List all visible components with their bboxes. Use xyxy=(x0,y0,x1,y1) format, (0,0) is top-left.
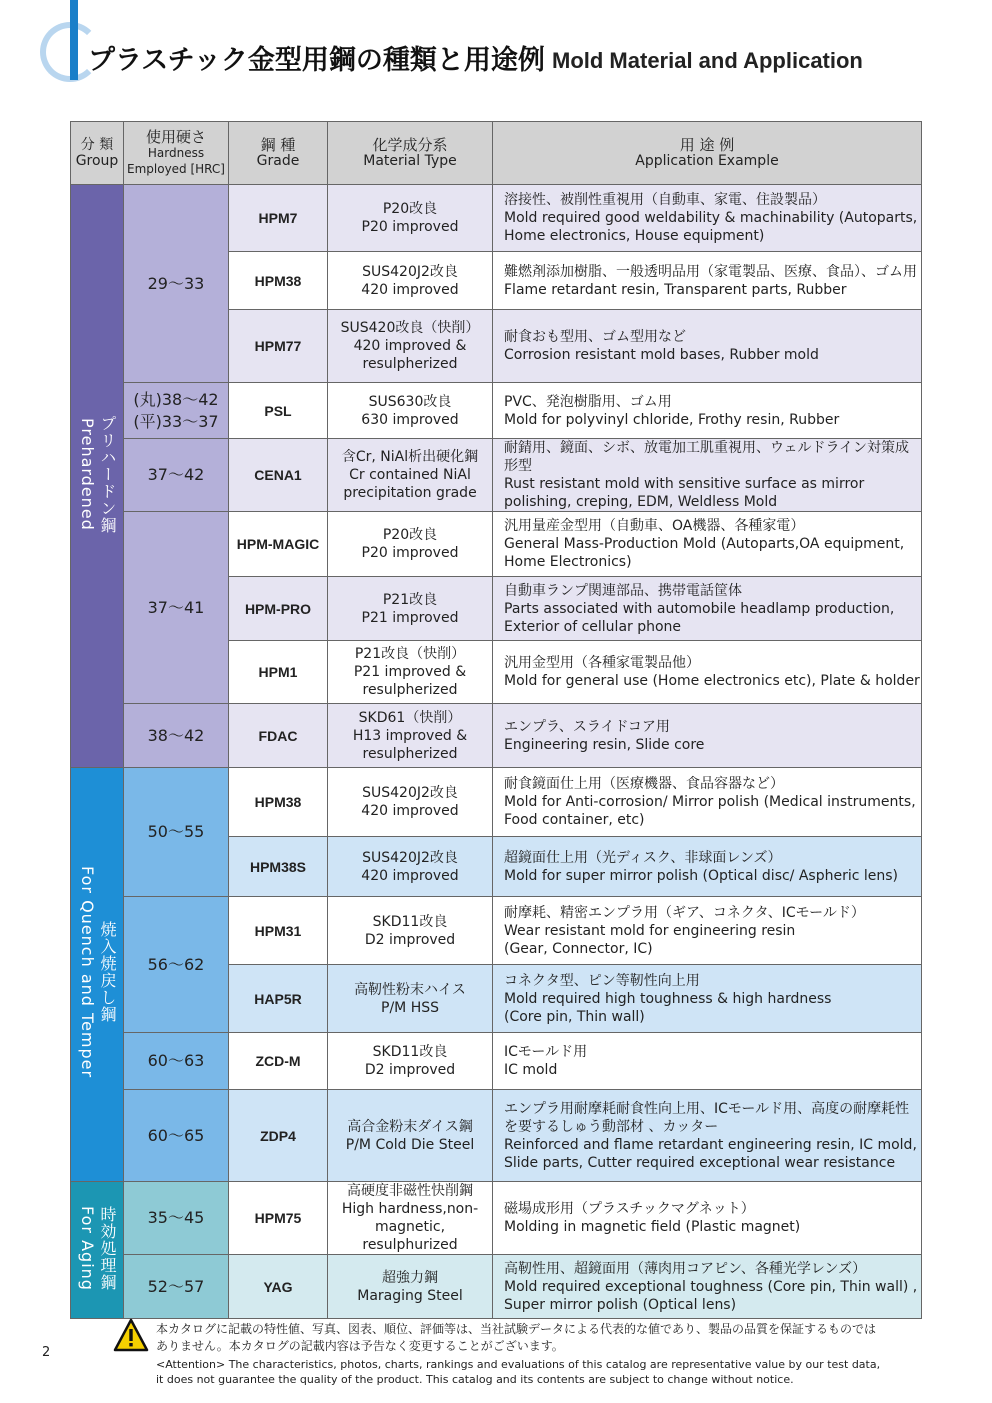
grade-cell: HPM38 xyxy=(229,768,328,837)
application-cell: ICモールド用 IC mold xyxy=(493,1033,922,1090)
table-row xyxy=(71,439,922,512)
application-cell: 磁場成形用（プラスチックマグネット） Molding in magnetic field (Plastic magnet) xyxy=(493,1182,922,1255)
material-cell: 高合金粉末ダイス鋼 P/M Cold Die Steel xyxy=(328,1090,493,1182)
material-cell: SUS420J2改良 420 improved xyxy=(328,252,493,310)
grade-cell: HPM31 xyxy=(229,897,328,965)
grade-cell: ZDP4 xyxy=(229,1090,328,1182)
table-row xyxy=(71,383,922,439)
table-row xyxy=(71,704,922,768)
application-cell: 耐摩耗、精密エンプラ用（ギア、コネクタ、ICモールド） Wear resistant mold for engineering resin (Gear, Connector, IC) xyxy=(493,897,922,965)
page-title-jp: プラスチック金型用鋼の種類と用途例 xyxy=(88,45,545,76)
col-hardness: 使用硬さ Hardness Employed [HRC] xyxy=(124,122,229,185)
material-cell: SUS420J2改良 420 improved xyxy=(328,837,493,897)
hardness-cell: 60～63 xyxy=(124,1033,229,1090)
application-cell: 難燃剤添加樹脂、一般透明品用（家電製品、医療、食品）、ゴム用 Flame retardant resin, Transparent parts, Rubber xyxy=(493,252,922,310)
grade-cell: HPM77 xyxy=(229,310,328,383)
application-cell: 自動車ランプ関連部品、携帯電話筐体 Parts associated with automobile headlamp production, Exterior of cellular phone xyxy=(493,577,922,641)
grade-cell: YAG xyxy=(229,1255,328,1319)
hardness-cell: 56～62 xyxy=(124,897,229,1033)
table-row xyxy=(71,185,922,252)
group-prehardened: プリハードン鋼 Prehardened xyxy=(71,185,124,768)
application-cell: 高靭性用、超鏡面用（薄肉用コアピン、各種光学レンズ） Mold required exceptional toughness (Core pin, Thin wall) , Super mirror polish (Optical lens) xyxy=(493,1255,922,1319)
material-cell: P21改良（快削） P21 improved & resulpherized xyxy=(328,641,493,704)
table-row xyxy=(71,512,922,577)
table-row xyxy=(71,1033,922,1090)
table-row xyxy=(71,768,922,837)
grade-cell: HPM1 xyxy=(229,641,328,704)
hardness-cell: (丸)38～42 (平)33～37 xyxy=(124,383,229,439)
material-cell: 含Cr, NiAl析出硬化鋼 Cr contained NiAl precipitation grade xyxy=(328,439,493,512)
application-cell: エンプラ用耐摩耗耐食性向上用、ICモールド用、高度の耐摩耗性 を要するしゅう動部材 、カッター Reinforced and flame retardant engineering resin, IC mold, Slide parts, Cutter required exceptional wear resistance xyxy=(493,1090,922,1182)
table-row xyxy=(71,1182,922,1255)
application-cell: 耐錆用、鏡面、シボ、放電加工肌重視用、ウェルドライン対策成形型 Rust resistant mold with sensitive surface as mirror polishing, creping, EDM, Weldless Mold xyxy=(493,439,922,512)
material-cell: P20改良 P20 improved xyxy=(328,512,493,577)
grade-cell: PSL xyxy=(229,383,328,439)
application-cell: コネクタ型、ピン等靭性向上用 Mold required high toughness & high hardness (Core pin, Thin wall) xyxy=(493,965,922,1033)
table-header-row xyxy=(71,122,922,185)
material-cell: SKD61（快削） H13 improved & resulpherized xyxy=(328,704,493,768)
col-material: 化学成分系 Material Type xyxy=(328,122,493,185)
material-cell: SKD11改良 D2 improved xyxy=(328,897,493,965)
material-cell: SKD11改良 D2 improved xyxy=(328,1033,493,1090)
col-group: 分 類 Group xyxy=(71,122,124,185)
grade-cell: HPM7 xyxy=(229,185,328,252)
hardness-cell: 60～65 xyxy=(124,1090,229,1182)
application-cell: 超鏡面仕上用（光ディスク、非球面レンズ） Mold for super mirror polish (Optical disc/ Aspheric lens) xyxy=(493,837,922,897)
application-cell: PVC、発泡樹脂用、ゴム用 Mold for polyvinyl chloride, Frothy resin, Rubber xyxy=(493,383,922,439)
material-cell: P20改良 P20 improved xyxy=(328,185,493,252)
hardness-cell: 38～42 xyxy=(124,704,229,768)
hardness-cell: 50～55 xyxy=(124,768,229,897)
hardness-cell: 52～57 xyxy=(124,1255,229,1319)
application-cell: 耐食鏡面仕上用（医療機器、食品容器など） Mold for Anti-corrosion/ Mirror polish (Medical instruments, Food container, etc) xyxy=(493,768,922,837)
application-cell: 汎用金型用（各種家電製品他） Mold for general use (Home electronics etc), Plate & holder xyxy=(493,641,922,704)
material-cell: 超強力鋼 Maraging Steel xyxy=(328,1255,493,1319)
grade-cell: HPM38 xyxy=(229,252,328,310)
application-cell: 耐食おも型用、ゴム型用など Corrosion resistant mold bases, Rubber mold xyxy=(493,310,922,383)
group-quench-temper: 焼入焼戻し鋼 For Quench and Temper xyxy=(71,768,124,1182)
grade-cell: HPM-MAGIC xyxy=(229,512,328,577)
hardness-cell: 37～41 xyxy=(124,512,229,704)
col-grade: 鋼 種 Grade xyxy=(229,122,328,185)
table-row xyxy=(71,1090,922,1182)
grade-cell: ZCD-M xyxy=(229,1033,328,1090)
grade-cell: HPM75 xyxy=(229,1182,328,1255)
table-row xyxy=(71,897,922,965)
table-row xyxy=(71,1255,922,1319)
page-number: 2 xyxy=(42,1345,51,1360)
material-cell: 高硬度非磁性快削鋼 High hardness,non- magnetic, resulphurized xyxy=(328,1182,493,1255)
col-application: 用 途 例 Application Example xyxy=(493,122,922,185)
material-cell: 高靭性粉末ハイス P/M HSS xyxy=(328,965,493,1033)
mold-material-table xyxy=(70,121,922,1319)
material-cell: P21改良 P21 improved xyxy=(328,577,493,641)
application-cell: エンプラ、スライドコア用 Engineering resin, Slide core xyxy=(493,704,922,768)
hardness-cell: 29～33 xyxy=(124,185,229,383)
material-cell: SUS630改良 630 improved xyxy=(328,383,493,439)
warning-icon xyxy=(113,1318,149,1352)
disclaimer-note: 本カタログに記載の特性値、写真、図表、順位、評価等は、当社試験データによる代表的な値であり、製品の品質を保証するものでは ありません。本カタログの記載内容は予告なく変更することがございます。 <Attention> The characteristics, photos, charts, rankings and evaluations of this catalog are representative value by our test data, it does not guarantee the quality of the product. This catalog and its contents are subject to change without notice. xyxy=(156,1322,881,1386)
grade-cell: FDAC xyxy=(229,704,328,768)
group-aging: 時効処理鋼 For Aging xyxy=(71,1182,124,1319)
header-bar-decoration xyxy=(70,0,78,80)
application-cell: 溶接性、被削性重視用（自動車、家電、住設製品） Mold required good weldability & machinability (Autoparts, Home electronics, House equipment) xyxy=(493,185,922,252)
grade-cell: CENA1 xyxy=(229,439,328,512)
grade-cell: HAP5R xyxy=(229,965,328,1033)
material-cell: SUS420J2改良 420 improved xyxy=(328,768,493,837)
material-cell: SUS420改良（快削） 420 improved & resulpherized xyxy=(328,310,493,383)
hardness-cell: 35～45 xyxy=(124,1182,229,1255)
grade-cell: HPM38S xyxy=(229,837,328,897)
hardness-cell: 37～42 xyxy=(124,439,229,512)
grade-cell: HPM-PRO xyxy=(229,577,328,641)
application-cell: 汎用量産金型用（自動車、OA機器、各種家電） General Mass-Production Mold (Autoparts,OA equipment, Home Electronics) xyxy=(493,512,922,577)
page-title-en: Mold Material and Application xyxy=(552,48,863,73)
